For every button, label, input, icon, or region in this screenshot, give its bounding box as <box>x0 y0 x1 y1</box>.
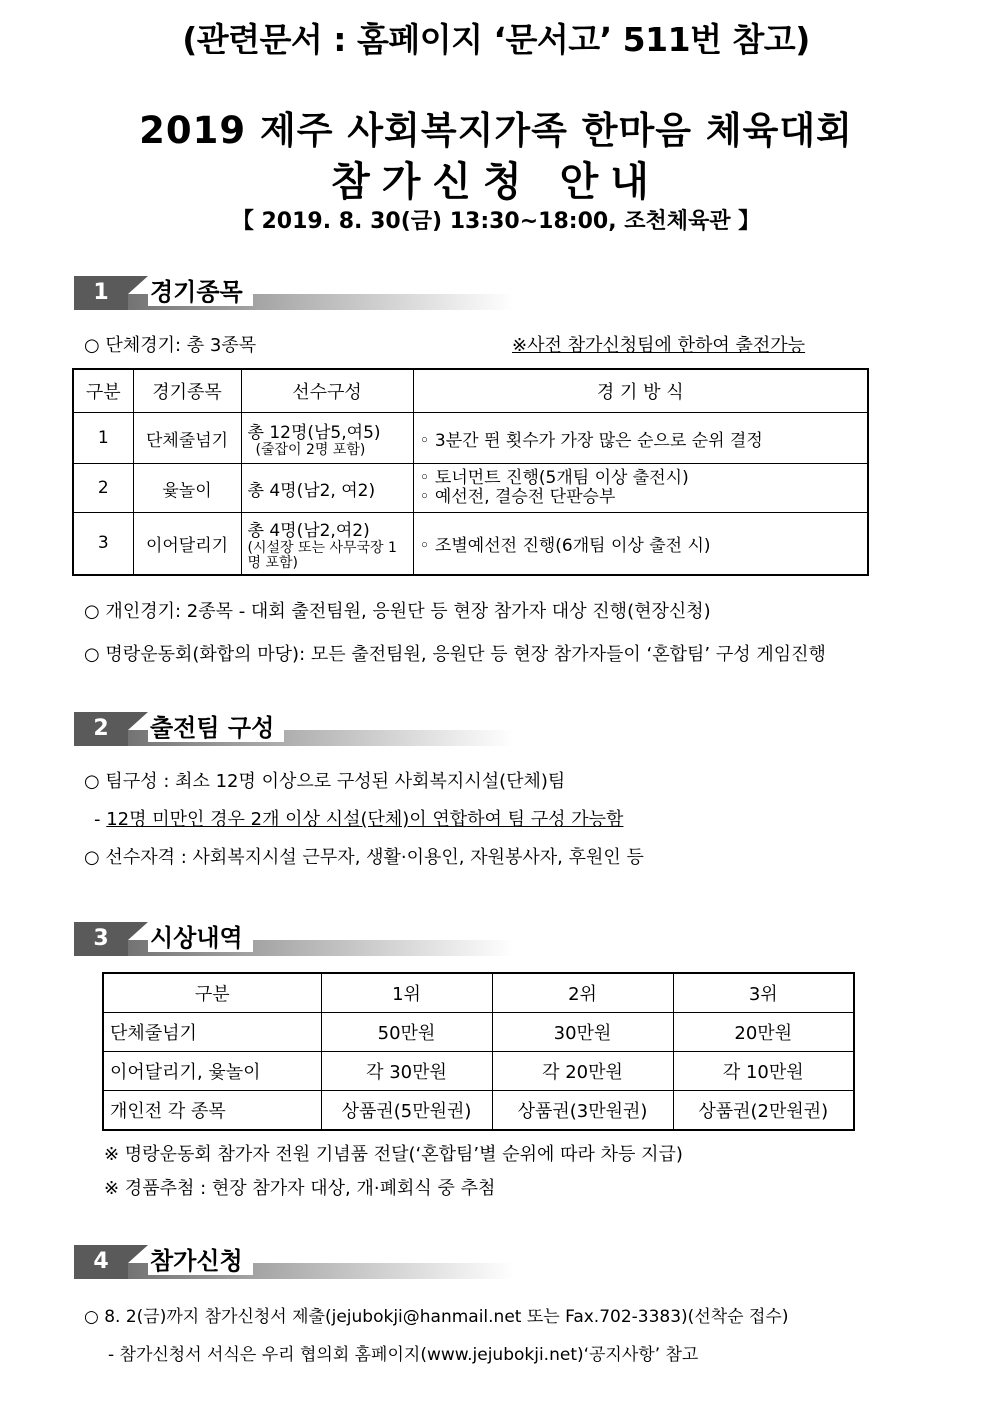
individual-events: ○ 개인경기: 2종목 - 대회 출전팀원, 응원단 등 현장 참가자 대상 진행(현장신청) <box>84 601 711 622</box>
award-third: 각 10만원 <box>673 1052 854 1091</box>
table-row <box>73 513 868 575</box>
reference-note: (관련문서 : 홈페이지 ‘문서고’ 511번 참고) <box>182 20 810 59</box>
header-first: 1위 <box>321 973 492 1013</box>
header-second: 2위 <box>492 973 673 1013</box>
players-count: 총 4명(남2,여2) <box>247 520 370 541</box>
section-title: 경기종목 <box>148 278 253 306</box>
row-players <box>241 413 413 464</box>
header-no: 구분 <box>73 369 133 413</box>
table-row <box>103 1091 854 1131</box>
table-row <box>103 1013 854 1052</box>
registration-note: ※사전 참가신청팀에 한하여 출전가능 <box>512 335 806 356</box>
section-number: 1 <box>74 276 128 310</box>
award-category: 개인전 각 종목 <box>103 1091 321 1131</box>
award-second: 상품권(3만원권) <box>492 1091 673 1131</box>
header-event: 경기종목 <box>133 369 241 413</box>
section-number: 3 <box>74 922 128 956</box>
players-count: 총 12명(남5,여5) <box>247 423 381 443</box>
header-method: 경 기 방 식 <box>413 369 868 413</box>
section-number: 2 <box>74 712 128 746</box>
section-2-header <box>74 712 514 746</box>
section-4-header <box>74 1245 514 1279</box>
table-row <box>73 413 868 464</box>
award-third: 상품권(2만원권) <box>673 1091 854 1131</box>
section-title: 시상내역 <box>148 924 253 952</box>
application-deadline: ○ 8. 2(금)까지 참가신청서 제출(jejubokji@hanmail.net 또는 Fax.702-3383)(선착순 접수) <box>84 1307 789 1327</box>
application-form-note: - 참가신청서 서식은 우리 협의회 홈페이지(www.jejubokji.net)‘공지사항’ 참고 <box>108 1345 699 1365</box>
header-category: 구분 <box>103 973 321 1013</box>
table-row <box>73 464 868 513</box>
team-events-count: ○ 단체경기: 총 3종목 <box>84 335 257 356</box>
award-first: 각 30만원 <box>321 1052 492 1091</box>
award-category: 이어달리기, 윷놀이 <box>103 1052 321 1091</box>
awards-table <box>102 972 855 1131</box>
section-3-header <box>74 922 514 956</box>
document-subtitle: 참가신청 안내 <box>331 159 661 205</box>
method-line: ◦ 토너먼트 진행(5개팀 이상 출전시) <box>419 468 689 488</box>
fun-sports: ○ 명랑운동회(화합의 마당): 모든 출전팀원, 응원단 등 현장 참가자들이 ‘혼합팀’ 구성 게임진행 <box>84 644 826 665</box>
row-method: ◦ 조별예선전 진행(6개팀 이상 출전 시) <box>413 513 868 575</box>
row-no: 2 <box>73 464 133 513</box>
dash: - <box>94 809 107 830</box>
section-number: 4 <box>74 1245 128 1279</box>
row-event: 단체줄넘기 <box>133 413 241 464</box>
player-eligibility: ○ 선수자격 : 사회복지시설 근무자, 생활·이용인, 자원봉사자, 후원인 등 <box>84 847 644 868</box>
event-date-location: 【 2019. 8. 30(금) 13:30~18:00, 조천체육관 】 <box>231 209 761 234</box>
section-title: 참가신청 <box>148 1247 253 1275</box>
award-first: 상품권(5만원권) <box>321 1091 492 1131</box>
section-title: 출전팀 구성 <box>148 714 284 742</box>
header-third: 3위 <box>673 973 854 1013</box>
award-second: 각 20만원 <box>492 1052 673 1091</box>
row-event: 윷놀이 <box>133 464 241 513</box>
table-row <box>103 1052 854 1091</box>
award-third: 20만원 <box>673 1013 854 1052</box>
award-category: 단체줄넘기 <box>103 1013 321 1052</box>
row-event: 이어달리기 <box>133 513 241 575</box>
header-players: 선수구성 <box>241 369 413 413</box>
document-title: 2019 제주 사회복지가족 한마음 체육대회 <box>139 109 853 152</box>
section-1-header <box>74 276 514 310</box>
lottery-note: ※ 경품추첨 : 현장 참가자 대상, 개·폐회식 중 추첨 <box>104 1178 496 1199</box>
players-note: (시설장 또는 사무국장 1명 포함) <box>247 539 397 571</box>
events-table <box>72 368 869 576</box>
row-players <box>241 513 413 575</box>
method-line: ◦ 예선전, 결승전 단판승부 <box>419 487 616 507</box>
row-method <box>413 464 868 513</box>
team-composition: ○ 팀구성 : 최소 12명 이상으로 구성된 사회복지시설(단체)팀 <box>84 771 566 792</box>
row-method: ◦ 3분간 뛴 횟수가 가장 많은 순으로 순위 결정 <box>413 413 868 464</box>
row-no: 3 <box>73 513 133 575</box>
merge-note: 12명 미만인 경우 2개 이상 시설(단체)이 연합하여 팀 구성 가능함 <box>106 809 624 830</box>
row-no: 1 <box>73 413 133 464</box>
souvenir-note: ※ 명랑운동회 참가자 전원 기념품 전달(‘혼합팀’별 순위에 따라 차등 지급) <box>104 1144 683 1165</box>
players-note: (줄잡이 2명 포함) <box>255 442 366 458</box>
award-first: 50만원 <box>321 1013 492 1052</box>
award-second: 30만원 <box>492 1013 673 1052</box>
row-players: 총 4명(남2, 여2) <box>241 464 413 513</box>
table-header-row <box>103 973 854 1013</box>
table-header-row <box>73 369 868 413</box>
team-composition-note <box>94 805 623 831</box>
